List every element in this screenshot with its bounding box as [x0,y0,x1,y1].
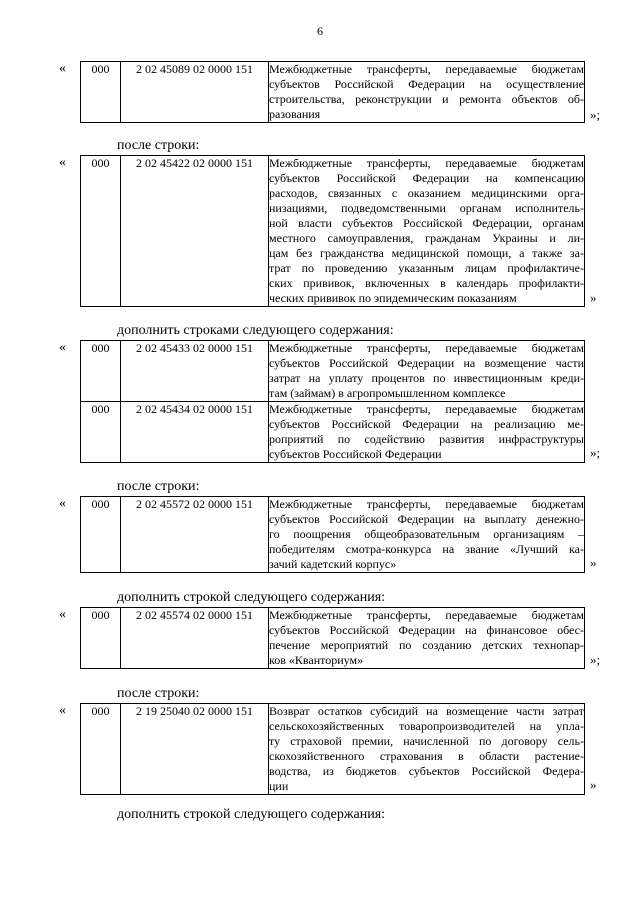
description-line: сельскохозяйственных товаропроизводителей на упла- [269,719,584,733]
description-line: цам без гражданства медицинской помощи, а также за- [269,246,584,260]
description-line: ческих прививок по эпидемическим показаниям [269,291,517,305]
page-number: 6 [317,24,323,38]
budget-code-table [80,703,585,795]
classification-code-cell: 2 02 45089 02 0000 151 [121,62,269,123]
description-line: там (займам) в агропромышленном комплексе [269,386,506,400]
description-line: победителям смотра-конкурса на звание «Лучший ка- [269,542,584,556]
description-line: строительства, реконструкции и ремонта объектов об- [269,92,584,106]
opening-quote: « [59,155,66,170]
description-line: субъектов Российской Федерации на возмещение части [269,356,584,370]
table-row [81,341,585,402]
description-line: Межбюджетные трансферты, передаваемые бюджетам [269,402,584,416]
description-cell [269,704,585,795]
description-line: Межбюджетные трансферты, передаваемые бюджетам [269,497,584,511]
opening-quote: « [59,61,66,76]
description-line: местного самоуправления, гражданам Украины и ли- [269,231,584,245]
description-line: разования [269,107,321,121]
budget-code-table [80,340,585,463]
admin-code-cell: 000 [81,608,121,669]
table-row [81,497,585,573]
description-line: го поощрения общеобразовательным организациям – [269,527,584,541]
budget-code-table [80,155,585,307]
description-cell [269,62,585,123]
description-line: ту страховой премии, начисленной по договору сель- [269,734,584,748]
description-line: расходов, связанных с оказанием медицинскими орга- [269,186,584,200]
description-line: трат по проведению указанным лицам профилактиче- [269,261,584,275]
description-line: затрат на уплату процентов по инвестиционным креди- [269,371,584,385]
table-row [81,608,585,669]
description-line: скохозяйственного страхования в области растение- [269,749,584,763]
admin-code-cell: 000 [81,497,121,573]
opening-quote: « [59,340,66,355]
description-line: водства, из бюджетов субъектов Российской Федера- [269,764,584,778]
section-heading: дополнить строками следующего содержания: [117,323,394,338]
admin-code-cell: 000 [81,402,121,463]
description-cell [269,156,585,307]
description-line: роприятий по содействию развития инфраструктуры [269,432,584,446]
admin-code-cell: 000 [81,62,121,123]
closing-quote: »; [590,445,601,460]
description-line: Межбюджетные трансферты, передаваемые бюджетам [269,156,584,170]
description-line: субъектов Российской Федерации на реализацию ме- [269,417,584,431]
classification-code-cell: 2 02 45434 02 0000 151 [121,402,269,463]
description-cell [269,497,585,573]
description-cell [269,402,585,463]
section-heading: после строки: [117,686,200,701]
budget-code-table [80,607,585,669]
budget-code-table [80,61,585,123]
section-heading: после строки: [117,138,200,153]
table-row [81,402,585,463]
admin-code-cell: 000 [81,156,121,307]
description-line: субъектов Российской Федерации [269,447,442,461]
classification-code-cell: 2 02 45433 02 0000 151 [121,341,269,402]
description-line: зачий кадетский корпус» [269,557,397,571]
opening-quote: « [59,496,66,511]
description-line: ков «Кванториум» [269,653,364,667]
description-line: субъектов Российской Федерации на выплату денежно- [269,512,584,526]
description-line: субъектов Российской Федерации на финансовое обес- [269,623,584,637]
closing-quote: » [590,555,597,570]
description-cell [269,608,585,669]
table-row [81,156,585,307]
budget-code-table [80,496,585,573]
description-line: Межбюджетные трансферты, передаваемые бюджетам [269,341,584,355]
description-line: низациями, подведомственными органам исполнитель- [269,201,584,215]
closing-quote: »; [590,107,601,122]
section-heading: дополнить строкой следующего содержания: [117,590,386,605]
table-row [81,62,585,123]
closing-quote: » [590,777,597,792]
description-line: субъектов Российской Федерации на осуществление [269,77,584,91]
description-line: Возврат остатков субсидий на возмещение части затрат [269,704,584,718]
section-heading: дополнить строкой следующего содержания: [117,807,386,822]
admin-code-cell: 000 [81,704,121,795]
classification-code-cell: 2 02 45422 02 0000 151 [121,156,269,307]
description-cell [269,341,585,402]
classification-code-cell: 2 02 45574 02 0000 151 [121,608,269,669]
closing-quote: »; [590,652,601,667]
description-line: Межбюджетные трансферты, передаваемые бюджетам [269,608,584,622]
description-line: ции [269,779,289,793]
admin-code-cell: 000 [81,341,121,402]
description-line: субъектов Российской Федерации на компенсацию [269,171,584,185]
classification-code-cell: 2 19 25040 02 0000 151 [121,704,269,795]
section-heading: после строки: [117,479,200,494]
description-line: Межбюджетные трансферты, передаваемые бюджетам [269,62,584,76]
description-line: ских прививок, включенных в календарь профилакти- [269,276,584,290]
opening-quote: « [59,703,66,718]
description-line: ной власти субъектов Российской Федерации, органам [269,216,584,230]
description-line: печение мероприятий по созданию детских технопар- [269,638,584,652]
classification-code-cell: 2 02 45572 02 0000 151 [121,497,269,573]
closing-quote: » [590,290,597,305]
opening-quote: « [59,607,66,622]
table-row [81,704,585,795]
